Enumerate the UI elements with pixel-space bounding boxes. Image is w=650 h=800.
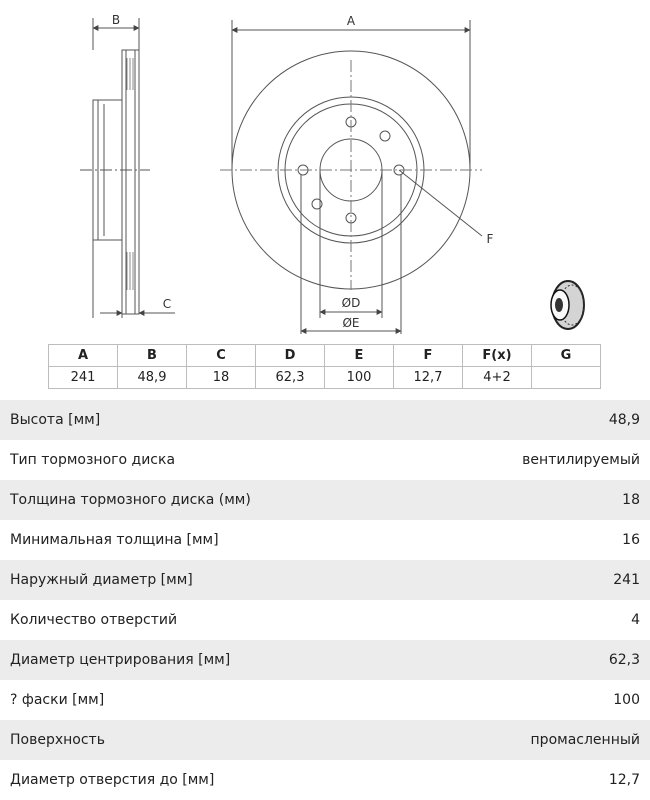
spec-value: 16 — [622, 532, 640, 548]
dim-header: A — [49, 345, 118, 367]
side-view — [80, 18, 175, 318]
dim-header: D — [256, 345, 325, 367]
spec-row — [0, 720, 650, 760]
front-view — [220, 20, 482, 334]
spec-value: вентилируемый — [522, 452, 640, 468]
spec-label: Поверхность — [10, 732, 105, 748]
spec-row — [0, 600, 650, 640]
label-c: C — [162, 297, 172, 311]
spec-label: Наружный диаметр [мм] — [10, 572, 193, 588]
dim-value: 100 — [325, 367, 394, 389]
spec-value: 12,7 — [608, 772, 640, 788]
dim-header: E — [325, 345, 394, 367]
brake-disc-drawing — [0, 0, 650, 340]
dim-value: 62,3 — [256, 367, 325, 389]
spec-value: промасленный — [530, 732, 640, 748]
dim-value: 18 — [187, 367, 256, 389]
spec-value: 241 — [613, 572, 640, 588]
dim-header: F(x) — [463, 345, 532, 367]
label-b: B — [111, 13, 121, 27]
spec-label: Толщина тормозного диска (мм) — [10, 492, 251, 508]
spec-label: Количество отверстий — [10, 612, 178, 628]
spec-row — [0, 400, 650, 440]
spec-row — [0, 440, 650, 480]
spec-label: ? фаски [мм] — [10, 692, 105, 708]
dim-value — [532, 367, 601, 389]
spec-value: 4 — [631, 612, 640, 628]
dim-value: 241 — [49, 367, 118, 389]
dimension-table — [48, 344, 601, 389]
spec-row — [0, 520, 650, 560]
dim-value: 4+2 — [463, 367, 532, 389]
dim-value: 12,7 — [394, 367, 463, 389]
disc-thumbnail — [551, 281, 584, 329]
spec-label: Диаметр отверстия до [мм] — [10, 772, 215, 788]
spec-label: Диаметр центрирования [мм] — [10, 652, 231, 668]
spec-row — [0, 480, 650, 520]
dim-value: 48,9 — [118, 367, 187, 389]
dimension-header-row — [49, 345, 601, 367]
spec-label: Минимальная толщина [мм] — [10, 532, 219, 548]
spec-label: Тип тормозного диска — [10, 452, 176, 468]
spec-row — [0, 680, 650, 720]
spec-row — [0, 760, 650, 800]
label-a: A — [346, 14, 356, 28]
spec-value: 48,9 — [608, 412, 640, 428]
spec-label: Высота [мм] — [10, 412, 101, 428]
spec-list — [0, 400, 650, 800]
spec-row — [0, 560, 650, 600]
dim-header: F — [394, 345, 463, 367]
spec-value: 62,3 — [608, 652, 640, 668]
dim-header: G — [532, 345, 601, 367]
dim-header: B — [118, 345, 187, 367]
dim-header: C — [187, 345, 256, 367]
dimension-value-row — [49, 367, 601, 389]
label-f: F — [486, 232, 494, 246]
label-e: ØE — [342, 316, 360, 330]
label-d: ØD — [341, 296, 361, 310]
spec-row — [0, 640, 650, 680]
spec-value: 100 — [613, 692, 640, 708]
spec-value: 18 — [622, 492, 640, 508]
